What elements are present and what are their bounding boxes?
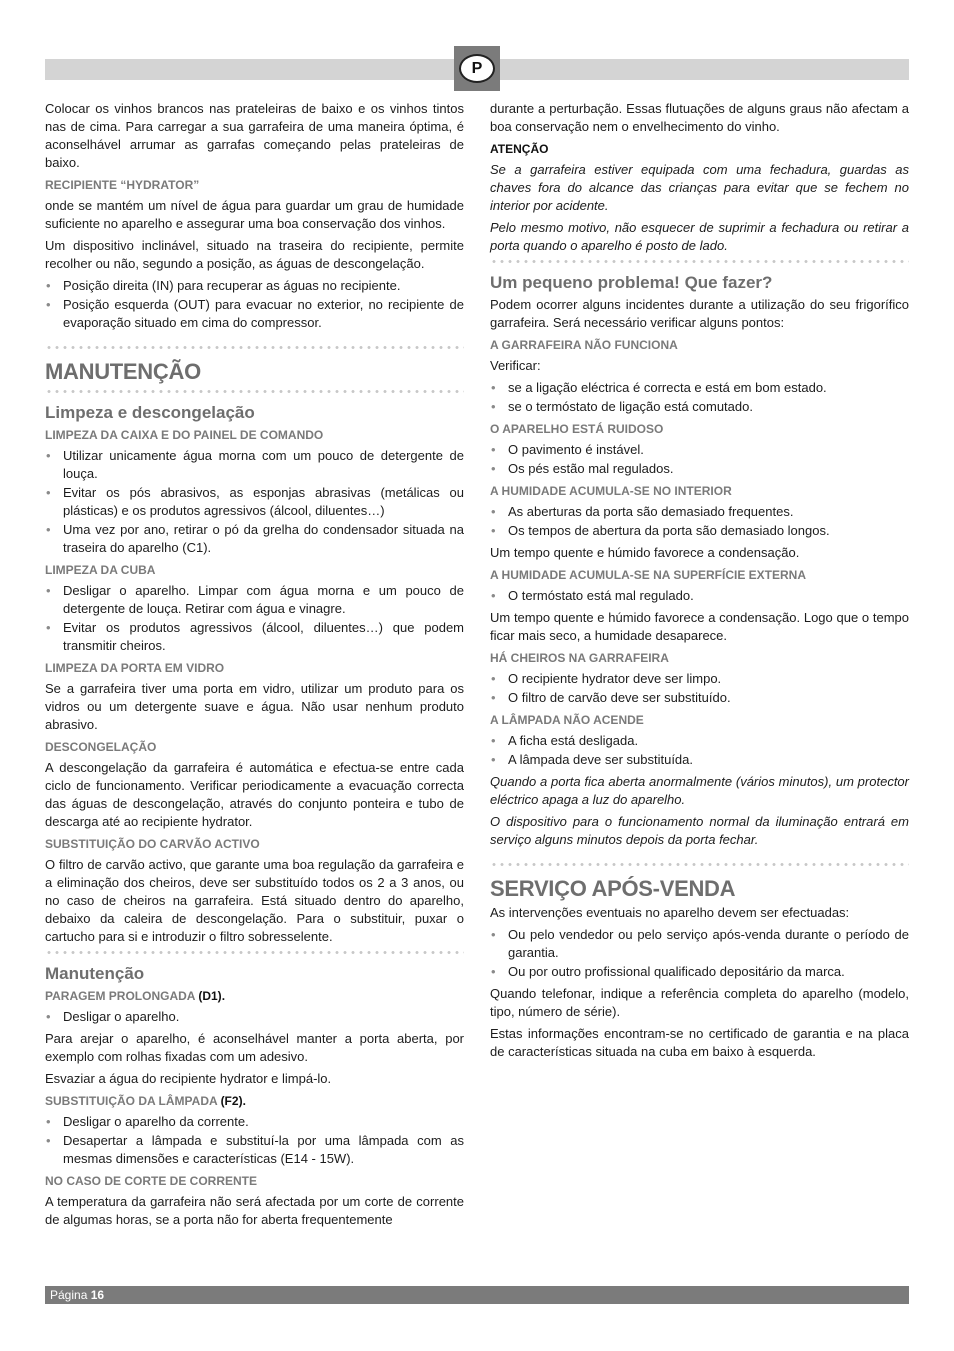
list-item: • se a ligação eléctrica é correcta e está em bom estado. bbox=[490, 379, 909, 397]
list-item: • O recipiente hydrator deve ser limpo. bbox=[490, 670, 909, 688]
list-item: • Os tempos de abertura da porta são demasiado longos. bbox=[490, 522, 909, 540]
list-item: • Ou por outro profissional qualificado depositário da marca. bbox=[490, 963, 909, 981]
servico-list bbox=[490, 926, 909, 981]
humidade-interior-paragraph: Um tempo quente e húmido favorece a condensação. bbox=[490, 545, 800, 560]
list-item: • se o termóstato de ligação está comutado. bbox=[490, 398, 909, 416]
porta-heading: LIMPEZA DA PORTA EM VIDRO bbox=[45, 661, 225, 675]
continuation-paragraph: durante a perturbação. Essas flutuações de alguns graus não afectam a boa conservação nem o envelhecimento do vinho. bbox=[490, 101, 909, 134]
subsection-title-manutencao: Manutenção bbox=[45, 964, 145, 983]
list-item: • O pavimento é instável. bbox=[490, 441, 909, 459]
list-item: • Ou pelo vendedor ou pelo serviço após-venda durante o período de garantia. bbox=[490, 926, 909, 962]
dotted-divider bbox=[45, 951, 464, 954]
language-oval bbox=[459, 54, 495, 83]
lampada-nao-acende-heading: A LÂMPADA NÃO ACENDE bbox=[490, 713, 644, 727]
lampada-nao-acende-list bbox=[490, 732, 909, 769]
atencao-paragraph-2: Pelo mesmo motivo, não esquecer de suprimir a fechadura ou retirar a porta quando o aparelho é posto de lado. bbox=[490, 220, 909, 253]
page-number: 16 bbox=[90, 1288, 105, 1302]
list-item: • Posição esquerda (OUT) para evacuar no exterior, no recipiente de evaporação situado em cima do compressor. bbox=[45, 296, 464, 332]
cheiros-heading: HÁ CHEIROS NA GARRAFEIRA bbox=[490, 651, 669, 665]
paragem-title: PARAGEM PROLONGADA bbox=[45, 989, 195, 1003]
lampada-heading bbox=[45, 1092, 464, 1110]
language-code: P bbox=[471, 60, 483, 77]
section-title-servico: SERVIÇO APÓS-VENDA bbox=[490, 876, 736, 901]
humidade-interior-heading: A HUMIDADE ACUMULA-SE NO INTERIOR bbox=[490, 484, 732, 498]
humidade-externa-heading: A HUMIDADE ACUMULA-SE NA SUPERFÍCIE EXTERNA bbox=[490, 568, 807, 582]
verificar-label: Verificar: bbox=[490, 358, 541, 373]
subsection-title-problema: Um pequeno problema! Que fazer? bbox=[490, 273, 773, 292]
right-column bbox=[490, 100, 909, 1065]
humidade-externa-list bbox=[490, 587, 909, 605]
humidade-interior-list bbox=[490, 503, 909, 540]
servico-paragraph-2: Quando telefonar, indique a referência completa do aparelho (modelo, tipo, número de série). bbox=[490, 986, 909, 1019]
list-item: • Evitar os produtos agressivos (álcool, diluentes…) que podem transmitir cheiros. bbox=[45, 619, 464, 655]
atencao-heading: ATENÇÃO bbox=[490, 142, 549, 156]
ruidoso-list bbox=[490, 441, 909, 478]
list-item: • Evitar os pós abrasivos, as esponjas abrasivas (metálicas ou plásticas) e os produtos agressivos (álcool, diluentes…) bbox=[45, 484, 464, 520]
left-column bbox=[45, 100, 464, 1233]
dotted-divider bbox=[490, 260, 909, 263]
dotted-divider bbox=[45, 346, 464, 349]
paragem-figure-ref: (D1) bbox=[198, 989, 222, 1003]
list-item: • O filtro de carvão deve ser substituído. bbox=[490, 689, 909, 707]
servico-paragraph: As intervenções eventuais no aparelho devem ser efectuadas: bbox=[490, 905, 850, 920]
problema-paragraph: Podem ocorrer alguns incidentes durante a utilização do seu frigorífico garrafeira. Será necessário verificar alguns pontos: bbox=[490, 297, 909, 330]
lampada-note-1: Quando a porta fica aberta anormalmente (vários minutos), um protector eléctrico apaga a luz do aparelho. bbox=[490, 774, 909, 807]
hydrator-heading: RECIPIENTE “HYDRATOR” bbox=[45, 178, 200, 192]
porta-paragraph: Se a garrafeira tiver uma porta em vidro, utilizar um produto para os vidros ou um detergente suave e água. Não usar nenhum produto abrasivo. bbox=[45, 681, 464, 732]
list-item: • A ficha está desligada. bbox=[490, 732, 909, 750]
hydrator-paragraph-1: onde se mantém um nível de água para guardar um grau de humidade suficiente no aparelho e assegurar uma boa conservação dos vinhos. bbox=[45, 198, 464, 231]
list-item: • O termóstato está mal regulado. bbox=[490, 587, 909, 605]
list-item: • A lâmpada deve ser substituída. bbox=[490, 751, 909, 769]
list-item: • Desligar o aparelho da corrente. bbox=[45, 1113, 464, 1131]
lampada-figure-ref: (F2) bbox=[220, 1094, 243, 1108]
nao-funciona-heading: A GARRAFEIRA NÃO FUNCIONA bbox=[490, 338, 678, 352]
list-item: • Desligar o aparelho. bbox=[45, 1008, 464, 1026]
cuba-heading: LIMPEZA DA CUBA bbox=[45, 563, 156, 577]
language-badge bbox=[454, 46, 500, 91]
descongelacao-paragraph: A descongelação da garrafeira é automática e efectua-se entre cada ciclo de funcionamento. Verificar periodicamente a evacuação correcta das águas de descongelação, através do conjunto ponteira e tubo de descarga até ao recipiente hydrator. bbox=[45, 760, 464, 829]
corte-paragraph: A temperatura da garrafeira não será afectada por um corte de corrente de algumas horas, se a porta não for aberta frequentemente bbox=[45, 1194, 464, 1227]
lampada-title: SUBSTITUIÇÃO DA LÂMPADA bbox=[45, 1094, 218, 1108]
list-item: • As aberturas da porta são demasiado frequentes. bbox=[490, 503, 909, 521]
footer-bar bbox=[45, 1286, 909, 1304]
paragem-heading bbox=[45, 987, 464, 1005]
dotted-divider bbox=[45, 390, 464, 393]
nao-funciona-list bbox=[490, 379, 909, 416]
hydrator-paragraph-2: Um dispositivo inclinável, situado na traseira do recipiente, permite recolher ou não, segundo a posição, as águas de descongelação. bbox=[45, 238, 464, 271]
paragem-list bbox=[45, 1008, 464, 1026]
humidade-externa-paragraph: Um tempo quente e húmido favorece a condensação. Logo que o tempo ficar mais seco, a humidade desaparece. bbox=[490, 610, 909, 643]
servico-paragraph-3: Estas informações encontram-se no certificado de garantia e na placa de características situada na cuba em baixo à esquerda. bbox=[490, 1026, 909, 1059]
caixa-heading: LIMPEZA DA CAIXA E DO PAINEL DE COMANDO bbox=[45, 428, 324, 442]
list-item: • Uma vez por ano, retirar o pó da grelha do condensador situada na traseira do aparelho (C1). bbox=[45, 521, 464, 557]
intro-paragraph: Colocar os vinhos brancos nas prateleiras de baixo e os vinhos tintos nas de cima. Para carregar a sua garrafeira de uma maneira óptima, é aconselhável arrumar as garrafas começando pelas prateleiras de baixo. bbox=[45, 101, 464, 170]
carvao-paragraph: O filtro de carvão activo, que garante uma boa regulação da garrafeira e a eliminação dos cheiros, deve ser substituído todos os 2 a 3 anos, ou no caso de cheiros na garrafeira. Está situado dentro do aparelho, debaixo da caleira de descongelação. Para o substituir, puxar o cartucho para si e introduzir o filtro sobresselente. bbox=[45, 857, 464, 944]
caixa-list bbox=[45, 447, 464, 557]
list-item: • Posição direita (IN) para recuperar as águas no recipiente. bbox=[45, 277, 464, 295]
carvao-heading: SUBSTITUIÇÃO DO CARVÃO ACTIVO bbox=[45, 837, 260, 851]
list-item: • Utilizar unicamente água morna com um pouco de detergente de louça. bbox=[45, 447, 464, 483]
lampada-period: . bbox=[242, 1094, 246, 1108]
paragem-period: . bbox=[221, 989, 226, 1003]
atencao-paragraph-1: Se a garrafeira estiver equipada com uma fechadura, guardas as chaves fora do alcance das crianças para evitar que se fechem no interior por acidente. bbox=[490, 162, 909, 213]
corte-heading: NO CASO DE CORTE DE CORRENTE bbox=[45, 1174, 258, 1188]
dotted-divider bbox=[490, 863, 909, 866]
list-item: • Desligar o aparelho. Limpar com água morna e um pouco de detergente de louça. Retirar com água e vinagre. bbox=[45, 582, 464, 618]
paragem-paragraph-1: Para arejar o aparelho, é aconselhável manter a porta aberta, por exemplo com rolhas fixadas com um adesivo. bbox=[45, 1031, 464, 1064]
subsection-title-limpeza: Limpeza e descongelação bbox=[45, 403, 255, 422]
hydrator-list bbox=[45, 277, 464, 332]
page-label: Página bbox=[50, 1288, 88, 1302]
section-title-manutencao: MANUTENÇÃO bbox=[45, 359, 201, 384]
list-item: • Desapertar a lâmpada e substituí-la por uma lâmpada com as mesmas dimensões e características (E14 - 15W). bbox=[45, 1132, 464, 1168]
descongelacao-heading: DESCONGELAÇÃO bbox=[45, 740, 157, 754]
cuba-list bbox=[45, 582, 464, 655]
ruidoso-heading: O APARELHO ESTÁ RUIDOSO bbox=[490, 422, 664, 436]
paragem-paragraph-2: Esvaziar a água do recipiente hydrator e limpá-lo. bbox=[45, 1071, 332, 1086]
lampada-list bbox=[45, 1113, 464, 1168]
list-item: • Os pés estão mal regulados. bbox=[490, 460, 909, 478]
lampada-note-2: O dispositivo para o funcionamento normal da iluminação entrará em serviço alguns minutos depois da porta fechar. bbox=[490, 814, 909, 847]
cheiros-list bbox=[490, 670, 909, 707]
